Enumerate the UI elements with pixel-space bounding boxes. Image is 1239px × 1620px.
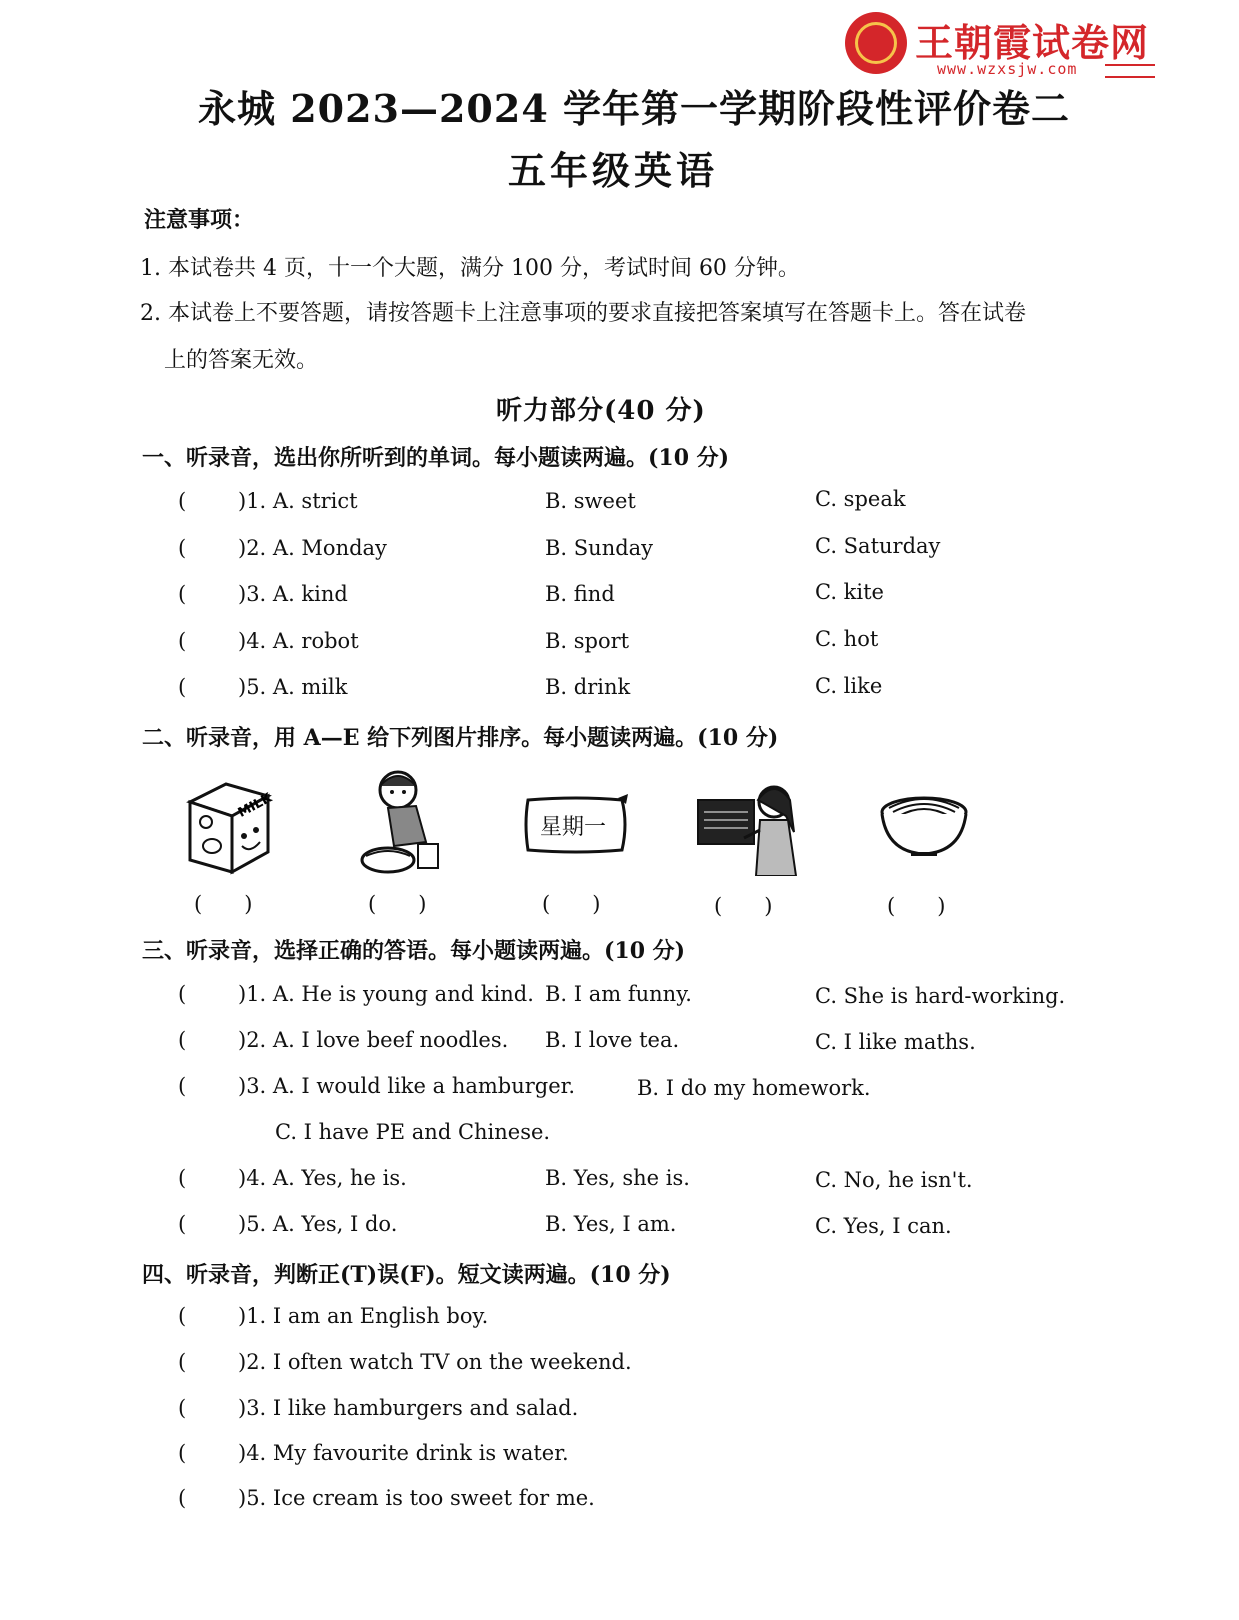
option-c: C. kite [815, 580, 884, 604]
option-a: )4. A. robot [238, 629, 359, 653]
answer-blank: ( [178, 1396, 187, 1420]
answer-blank: ( [178, 1212, 187, 1236]
option-b: B. I do my homework. [637, 1076, 871, 1100]
answer-blank: ( [178, 1486, 187, 1510]
exam-title: 永城 2023—2024 学年第一学期阶段性评价卷二 [198, 86, 1070, 131]
option-a: )2. A. Monday [238, 536, 387, 560]
option-c: C. hot [815, 627, 879, 651]
answer-blank: ( [178, 629, 187, 653]
statement: )1. I am an English boy. [238, 1304, 489, 1328]
option-a: )4. A. Yes, he is. [238, 1166, 407, 1190]
option-c: C. speak [815, 487, 906, 511]
option-c: C. No, he isn't. [815, 1168, 973, 1192]
option-c: C. Yes, I can. [815, 1214, 952, 1238]
answer-blank: ( [178, 489, 187, 513]
option-c: C. Saturday [815, 534, 941, 558]
monday-label: 星期一 [540, 815, 607, 840]
girl-washing-clothes-icon [358, 766, 442, 880]
option-b: B. sport [545, 629, 630, 653]
option-a: )3. A. I would like a hamburger. [238, 1074, 576, 1098]
option-c: C. like [815, 674, 883, 698]
answer-blank: ( [178, 1350, 187, 1374]
answer-blank: ( [178, 582, 187, 606]
notice-item: 2. 本试卷上不要答题，请按答题卡上注意事项的要求直接把答案填写在答题卡上。答在试卷 [140, 301, 1026, 326]
option-b: B. find [545, 582, 615, 606]
option-b: B. Yes, I am. [545, 1212, 677, 1236]
noodle-bowl-icon [877, 792, 971, 860]
section-1-heading: 一、听录音，选出你所听到的单词。每小题读两遍。(10 分) [142, 445, 730, 471]
music-teacher-icon [696, 772, 804, 876]
statement: )2. I often watch TV on the weekend. [238, 1350, 632, 1374]
notice-item: 上的答案无效。 [164, 348, 319, 373]
exam-subtitle: 五年级英语 [508, 148, 719, 193]
logo-name: 王朝霞试卷网 [915, 21, 1150, 65]
site-logo [845, 12, 1155, 78]
option-a: )5. A. Yes, I do. [238, 1212, 398, 1236]
seal-icon [845, 12, 907, 74]
logo-lines-icon [1105, 64, 1155, 78]
picture-answer-blank: ( ) [368, 892, 427, 916]
statement: )5. Ice cream is too sweet for me. [238, 1486, 595, 1510]
picture-answer-blank: ( ) [714, 894, 773, 918]
notice-heading: 注意事项： [144, 207, 255, 233]
logo-url: www.wzxsjw.com [937, 60, 1078, 78]
option-b: B. I am funny. [545, 982, 692, 1006]
option-c: C. I have PE and Chinese. [275, 1120, 551, 1144]
option-a: )1. A. strict [238, 489, 358, 513]
option-c: C. I like maths. [815, 1030, 976, 1054]
section-4-heading: 四、听录音，判断正(T)误(F)。短文读两遍。(10 分) [142, 1262, 671, 1288]
option-b: B. Yes, she is. [545, 1166, 690, 1190]
statement: )4. My favourite drink is water. [238, 1441, 569, 1465]
option-b: B. Sunday [545, 536, 654, 560]
picture-answer-blank: ( ) [194, 892, 253, 916]
answer-blank: ( [178, 1074, 187, 1098]
milk-label: MILK [235, 790, 274, 821]
picture-answer-blank: ( ) [542, 892, 601, 916]
option-a: )1. A. He is young and kind. [238, 982, 534, 1006]
answer-blank: ( [178, 1028, 187, 1052]
answer-blank: ( [178, 982, 187, 1006]
option-c: C. She is hard-working. [815, 984, 1066, 1008]
option-a: )2. A. I love beef noodles. [238, 1028, 509, 1052]
statement: )3. I like hamburgers and salad. [238, 1396, 579, 1420]
milk-carton-icon [182, 770, 274, 875]
option-a: )3. A. kind [238, 582, 348, 606]
monday-sign-icon [522, 794, 632, 856]
section-2-heading: 二、听录音，用 A—E 给下列图片排序。每小题读两遍。(10 分) [142, 725, 779, 751]
answer-blank: ( [178, 536, 187, 560]
answer-blank: ( [178, 1166, 187, 1190]
listening-part-heading: 听力部分(40 分) [496, 396, 706, 426]
answer-blank: ( [178, 1441, 187, 1465]
option-b: B. I love tea. [545, 1028, 680, 1052]
answer-blank: ( [178, 675, 187, 699]
notice-item: 1. 本试卷共 4 页，十一个大题，满分 100 分，考试时间 60 分钟。 [140, 256, 800, 281]
picture-answer-blank: ( ) [887, 894, 946, 918]
option-b: B. sweet [545, 489, 636, 513]
answer-blank: ( [178, 1304, 187, 1328]
option-a: )5. A. milk [238, 675, 348, 699]
section-3-heading: 三、听录音，选择正确的答语。每小题读两遍。(10 分) [142, 938, 686, 964]
option-b: B. drink [545, 675, 631, 699]
